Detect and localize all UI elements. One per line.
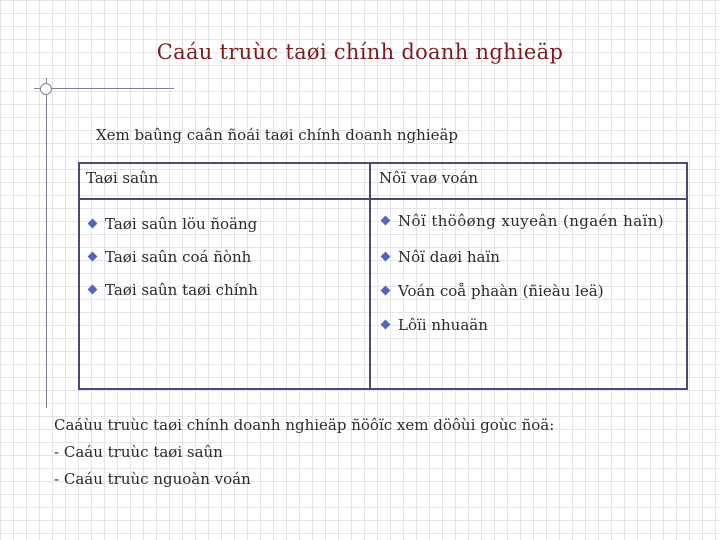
footer-text xyxy=(54,412,554,493)
list-item xyxy=(379,308,679,342)
assets-list xyxy=(86,208,362,307)
decorative-vertical-line xyxy=(46,78,47,408)
diamond-bullet-icon xyxy=(381,286,391,296)
diamond-bullet-icon xyxy=(88,252,98,262)
header-divider xyxy=(80,198,686,200)
assets-header: Taøi saûn xyxy=(86,169,159,187)
decorative-circle-icon xyxy=(40,83,52,95)
list-item xyxy=(379,240,679,274)
list-item xyxy=(86,208,362,241)
footer-line: - Caáu truùc taøi saûn xyxy=(54,443,223,461)
diamond-bullet-icon xyxy=(381,216,391,226)
list-item xyxy=(86,241,362,274)
liabilities-list xyxy=(379,208,679,342)
list-item-label: Lôïi nhuaän xyxy=(398,316,488,334)
diamond-bullet-icon xyxy=(381,320,391,330)
list-item xyxy=(379,274,679,308)
liabilities-header: Nôï vaø voán xyxy=(379,169,479,187)
diamond-bullet-icon xyxy=(381,252,391,262)
diamond-bullet-icon xyxy=(88,219,98,229)
list-item-label: Nôï daøi haïn xyxy=(398,248,500,266)
footer-line: - Caáu truùc nguoàn voán xyxy=(54,470,251,488)
decorative-horizontal-line xyxy=(34,88,174,89)
list-item-label: Taøi saûn löu ñoäng xyxy=(105,215,258,233)
intro-text: Xem baûng caân ñoái taøi chính doanh nghieäp xyxy=(96,126,459,144)
footer-line: Caáùu truùc taøi chính doanh nghieäp ñöôïc xem döôùi goùc ñoä: xyxy=(54,416,555,434)
slide-title: Caáu truùc taøi chính doanh nghieäp xyxy=(156,40,564,64)
diamond-bullet-icon xyxy=(88,285,98,295)
list-item-label: Taøi saûn taøi chính xyxy=(105,281,258,299)
list-item-label: Taøi saûn coá ñònh xyxy=(105,248,252,266)
list-item-label: Voán coå phaàn (ñieàu leä) xyxy=(398,282,604,300)
balance-table xyxy=(78,162,688,390)
list-item xyxy=(86,274,362,307)
list-item xyxy=(379,208,679,234)
list-item-label: Nôï thöôøng xuyeân (ngaén haïn) xyxy=(398,212,665,230)
